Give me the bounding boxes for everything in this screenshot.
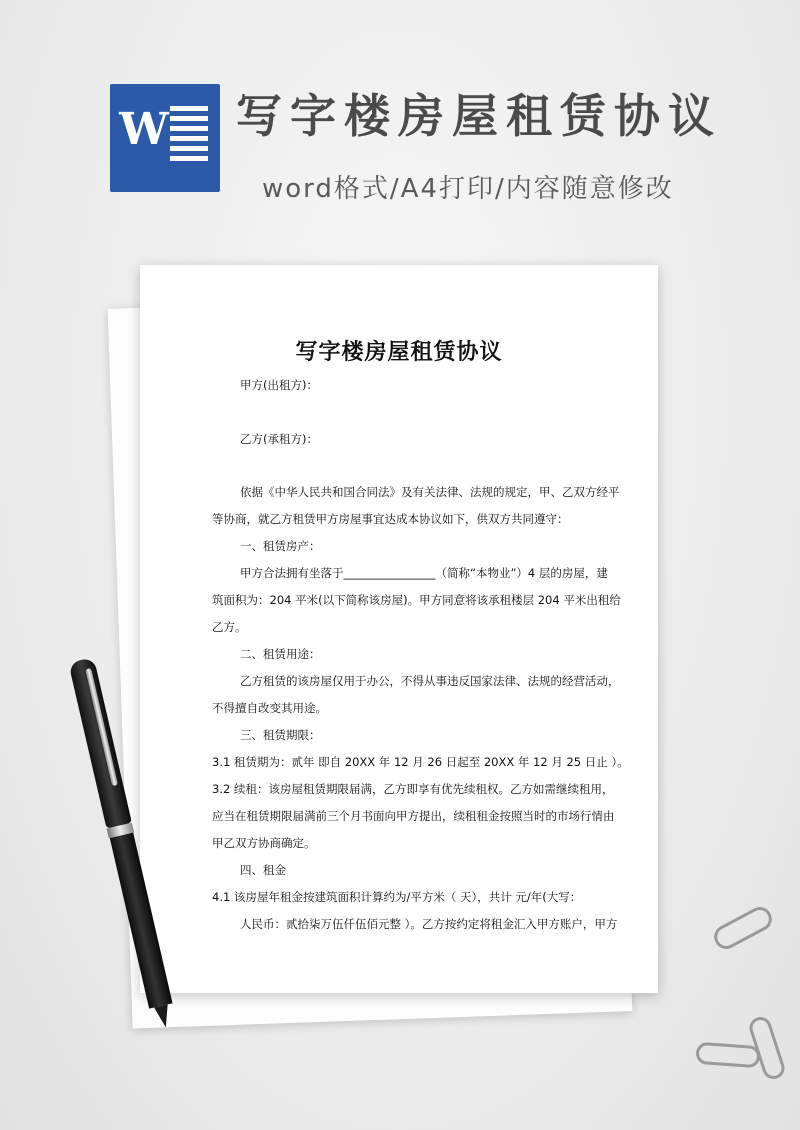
banner-subtitle: word格式/A4打印/内容随意修改 <box>262 174 674 204</box>
paragraph-line: 不得擅自改变其用途。 <box>212 701 327 715</box>
section-heading: 三、租赁期限： <box>240 728 321 742</box>
word-icon <box>110 84 220 192</box>
banner-title: 写字楼房屋租赁协议 <box>236 89 722 143</box>
section-heading: 二、租赁用途： <box>240 647 321 661</box>
paragraph-line: 3.2 续租：该房屋租赁期限届满，乙方即享有优先续租权。乙方如需继续租用， <box>212 782 614 796</box>
paragraph-line: 人民币：贰拾柒万伍仟伍佰元整 ）。乙方按约定将租金汇入甲方账户，甲方 <box>240 917 618 931</box>
document-title: 写字楼房屋租赁协议 <box>295 340 503 365</box>
paragraph-line: 4.1 该房屋年租金按建筑面积计算约为/平方米（ 天），共计 元/年(大写： <box>212 890 582 904</box>
paragraph-line: 应当在租赁期限届满前三个月书面向甲方提出，续租租金按照当时的市场行情由 <box>212 809 615 823</box>
paragraph-line: 等协商，就乙方租赁甲方房屋事宜达成本协议如下，供双方共同遵守： <box>212 512 569 526</box>
paragraph-line: 筑面积为：204 平米(以下简称该房屋)。甲方同意将该承租楼层 204 平米出租给 <box>212 593 621 607</box>
paragraph-line: 甲方合法拥有坐落于________________（简称“本物业”）4 层的房屋，建 <box>240 566 608 580</box>
paragraph-line: 3.1 租赁期为：贰年 即自 20XX 年 12 月 26 日起至 20XX 年 12 月 25 日止 ）。 <box>212 755 629 769</box>
word-logo-letter: W <box>119 104 169 155</box>
paragraph-line: 甲乙双方协商确定。 <box>212 836 316 850</box>
banner-header <box>0 0 800 230</box>
party-a-line: 甲方(出租方)： <box>240 378 318 392</box>
paragraph-line: 乙方租赁的该房屋仅用于办公，不得从事违反国家法律、法规的经营活动， <box>240 674 620 688</box>
section-heading: 四、租金 <box>240 863 286 877</box>
party-b-line: 乙方(承租方)： <box>240 432 318 446</box>
paragraph-line: 乙方。 <box>212 620 247 634</box>
document-page <box>140 265 658 993</box>
paragraph-line: 依据《中华人民共和国合同法》及有关法律、法规的规定，甲、乙双方经平 <box>240 485 620 499</box>
section-heading: 一、租赁房产： <box>240 539 321 553</box>
paperclip-icon <box>695 1042 760 1068</box>
word-icon-lines <box>170 106 208 166</box>
paperclip-icon <box>710 903 776 953</box>
